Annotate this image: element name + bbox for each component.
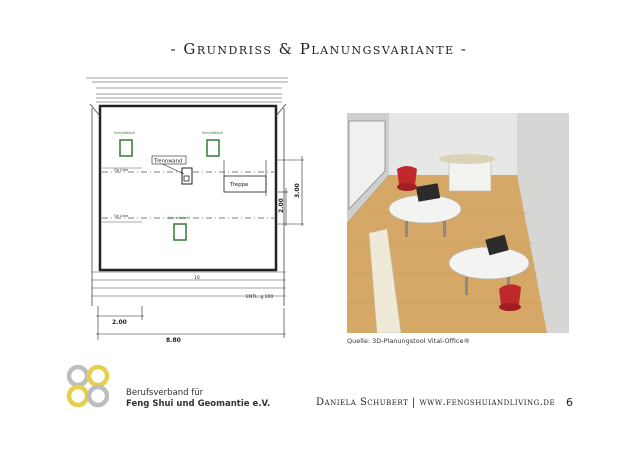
- slide-title: - Grundriss & Planungsvariante -: [170, 40, 468, 58]
- plan-desk-left: [120, 140, 132, 156]
- plan-desk-right: [207, 140, 219, 156]
- feng-shui-logo: [64, 364, 114, 410]
- organization-name: [126, 388, 270, 410]
- office-3d-rendering: [347, 113, 569, 333]
- plan-label-line-lower: Ge Linie: [114, 214, 129, 218]
- plan-label-desk-left: Schreibtisch: [114, 131, 136, 135]
- plan-bottom-hatching: [92, 272, 286, 296]
- page-number: 6: [566, 396, 573, 409]
- footer-author: Daniela Schubert | www.fengshuiandliving.de: [316, 397, 556, 408]
- floor-plan: [82, 76, 308, 346]
- organization-line1: Berufsverband für: [126, 388, 204, 398]
- plan-dim-200-right: 2.00: [278, 198, 285, 213]
- plan-label-10: 10: [194, 276, 200, 281]
- plan-dim-300: 3.00: [294, 183, 301, 198]
- organization-line2: Feng Shui und Geomantie e.V.: [126, 399, 271, 409]
- plan-label-desk-right: Schreibtisch: [202, 131, 224, 135]
- plan-label-treppe: Treppe: [230, 182, 249, 188]
- image-caption: Quelle: 3D-Planungstool Vital-Office®: [347, 337, 470, 345]
- plan-desk-bottom: [174, 224, 186, 240]
- plan-dim-880: 8.80: [166, 337, 181, 344]
- plan-dim-200-bottom: 2.00: [112, 319, 127, 326]
- plan-label-entl: ENTL. g 100: [246, 295, 274, 300]
- plan-label-desk-bottom: Schreibtisch: [168, 216, 190, 220]
- plan-label-line-upper: Ge Linie: [114, 168, 129, 172]
- plan-wall-hatching: [86, 78, 288, 102]
- plan-label-trennwand: Trennwand: [154, 158, 183, 165]
